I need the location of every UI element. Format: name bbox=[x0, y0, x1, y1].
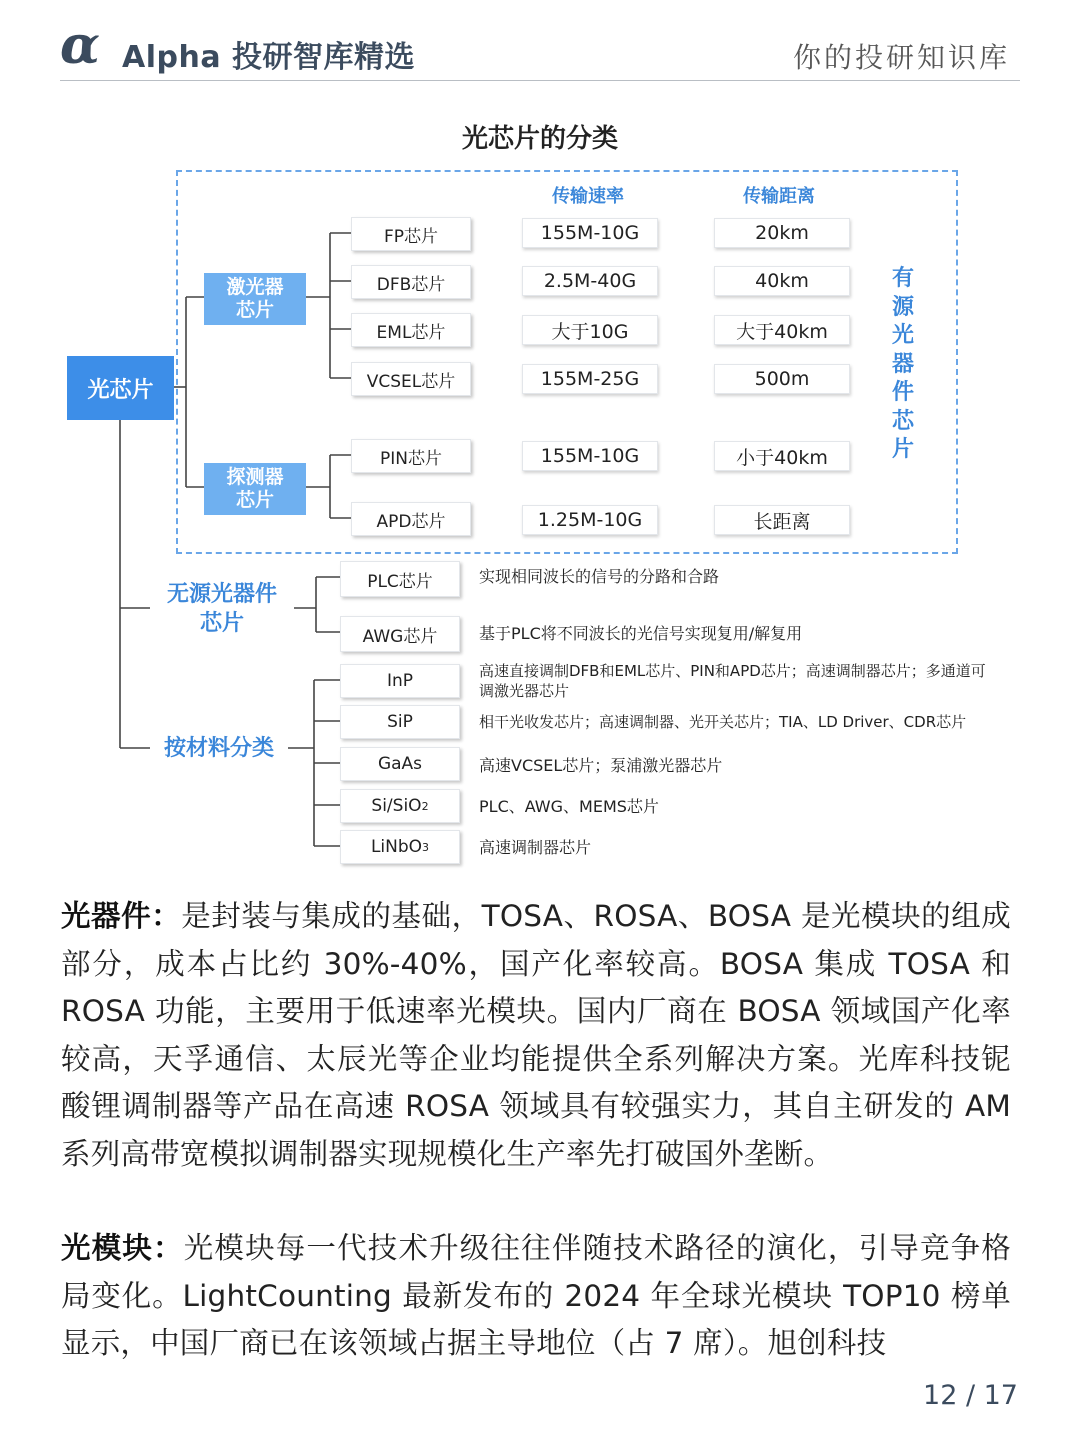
chip-box: PIN芯片 bbox=[351, 439, 471, 473]
page-header bbox=[60, 15, 1020, 81]
chip-box: PLC芯片 bbox=[340, 561, 460, 597]
chip-box: InP bbox=[340, 664, 460, 698]
brand-title: Alpha 投研智库精选 bbox=[122, 40, 416, 75]
chip-description: 相干光收发芯片；高速调制器、光开关芯片；TIA、LD Driver、CDR芯片 bbox=[479, 713, 967, 731]
rate-value: 155M-25G bbox=[522, 364, 658, 394]
rate-value: 1.25M-10G bbox=[522, 505, 658, 535]
optical-chip-classification-diagram bbox=[55, 100, 1035, 880]
chip-box bbox=[340, 830, 460, 864]
header-slogan: 你的投研知识库 bbox=[792, 41, 1010, 74]
chip-box: SiP bbox=[340, 705, 460, 739]
page-number: 12 / 17 bbox=[923, 1380, 1018, 1411]
rate-value: 大于10G bbox=[522, 315, 658, 345]
root-optical-chip: 光芯片 bbox=[67, 356, 174, 420]
paragraph-optical-modules bbox=[61, 1225, 1011, 1368]
paragraph-lead: 光器件： bbox=[61, 899, 182, 933]
rate-value: 155M-10G bbox=[522, 441, 658, 471]
detector-chip-group: 探测器 芯片 bbox=[204, 463, 306, 515]
chip-description: 高速调制器芯片 bbox=[479, 838, 592, 857]
distance-value: 小于40km bbox=[714, 441, 850, 471]
alpha-logo-icon: α bbox=[60, 15, 101, 76]
paragraph-text: 是封装与集成的基础，TOSA、ROSA、BOSA 是光模块的组成部分，成本占比约 30%-40%，国产化率较高。BOSA 集成 TOSA 和 ROSA 功能，主要用于低速率光模块。国内厂商在 BOSA 领域国产化率较高，天孚通信、太辰光等企业均能提供全系列解决方案。光库科技铌酸锂调制器等产品在高速 ROSA 领域具有较强实力，其自主研发的 AM 系列高带宽模拟调制器实现规模化生产率先打破国外垄断。 bbox=[61, 899, 1011, 1171]
column-header-distance: 传输距离 bbox=[743, 186, 815, 207]
distance-value: 500m bbox=[714, 364, 850, 394]
column-header-rate: 传输速率 bbox=[552, 186, 624, 207]
distance-value: 40km bbox=[714, 266, 850, 296]
chip-box: AWG芯片 bbox=[340, 616, 460, 652]
chip-box bbox=[340, 789, 460, 823]
material-classification-label: 按材料分类 bbox=[163, 736, 274, 761]
chip-box: APD芯片 bbox=[351, 502, 471, 536]
paragraph-text: 光模块每一代技术升级往往伴随技术路径的演化，引导竞争格局变化。LightCounting 最新发布的 2024 年全球光模块 TOP10 榜单显示，中国厂商已在该领域占据主导地位（占 7 席）。旭创科技 bbox=[61, 1231, 1011, 1360]
chip-box: GaAs bbox=[340, 747, 460, 781]
chip-subscript: 3 bbox=[422, 840, 430, 854]
distance-value: 长距离 bbox=[714, 505, 850, 535]
chip-description: 高速VCSEL芯片；泵浦激光器芯片 bbox=[479, 756, 723, 775]
chip-subscript: 2 bbox=[421, 799, 429, 813]
chip-description: 实现相同波长的信号的分路和合路 bbox=[479, 567, 720, 586]
active-device-label: 有源光器件芯片 bbox=[891, 266, 914, 462]
chip-box: FP芯片 bbox=[351, 217, 471, 251]
chip-box: EML芯片 bbox=[351, 313, 471, 347]
distance-value: 20km bbox=[714, 218, 850, 248]
chip-formula: LiNbO bbox=[370, 837, 423, 857]
passive-device-label: 无源光器件 芯片 bbox=[166, 582, 277, 636]
chip-description: 基于PLC将不同波长的光信号实现复用/解复用 bbox=[479, 624, 803, 643]
chip-formula: Si/SiO bbox=[371, 796, 422, 816]
distance-value: 大于40km bbox=[714, 315, 850, 345]
chip-description: PLC、AWG、MEMS芯片 bbox=[479, 797, 659, 816]
paragraph-lead: 光模块： bbox=[61, 1231, 184, 1265]
diagram-title: 光芯片的分类 bbox=[461, 124, 618, 154]
rate-value: 2.5M-40G bbox=[522, 266, 658, 296]
chip-box: VCSEL芯片 bbox=[351, 362, 471, 396]
chip-box: DFB芯片 bbox=[351, 265, 471, 299]
paragraph-optical-devices bbox=[61, 893, 1011, 1178]
chip-description: 高速直接调制DFB和EML芯片、PIN和APD芯片；高速调制器芯片；多通道可调激光器芯片 bbox=[479, 662, 986, 700]
laser-chip-group: 激光器 芯片 bbox=[204, 273, 306, 325]
rate-value: 155M-10G bbox=[522, 218, 658, 248]
